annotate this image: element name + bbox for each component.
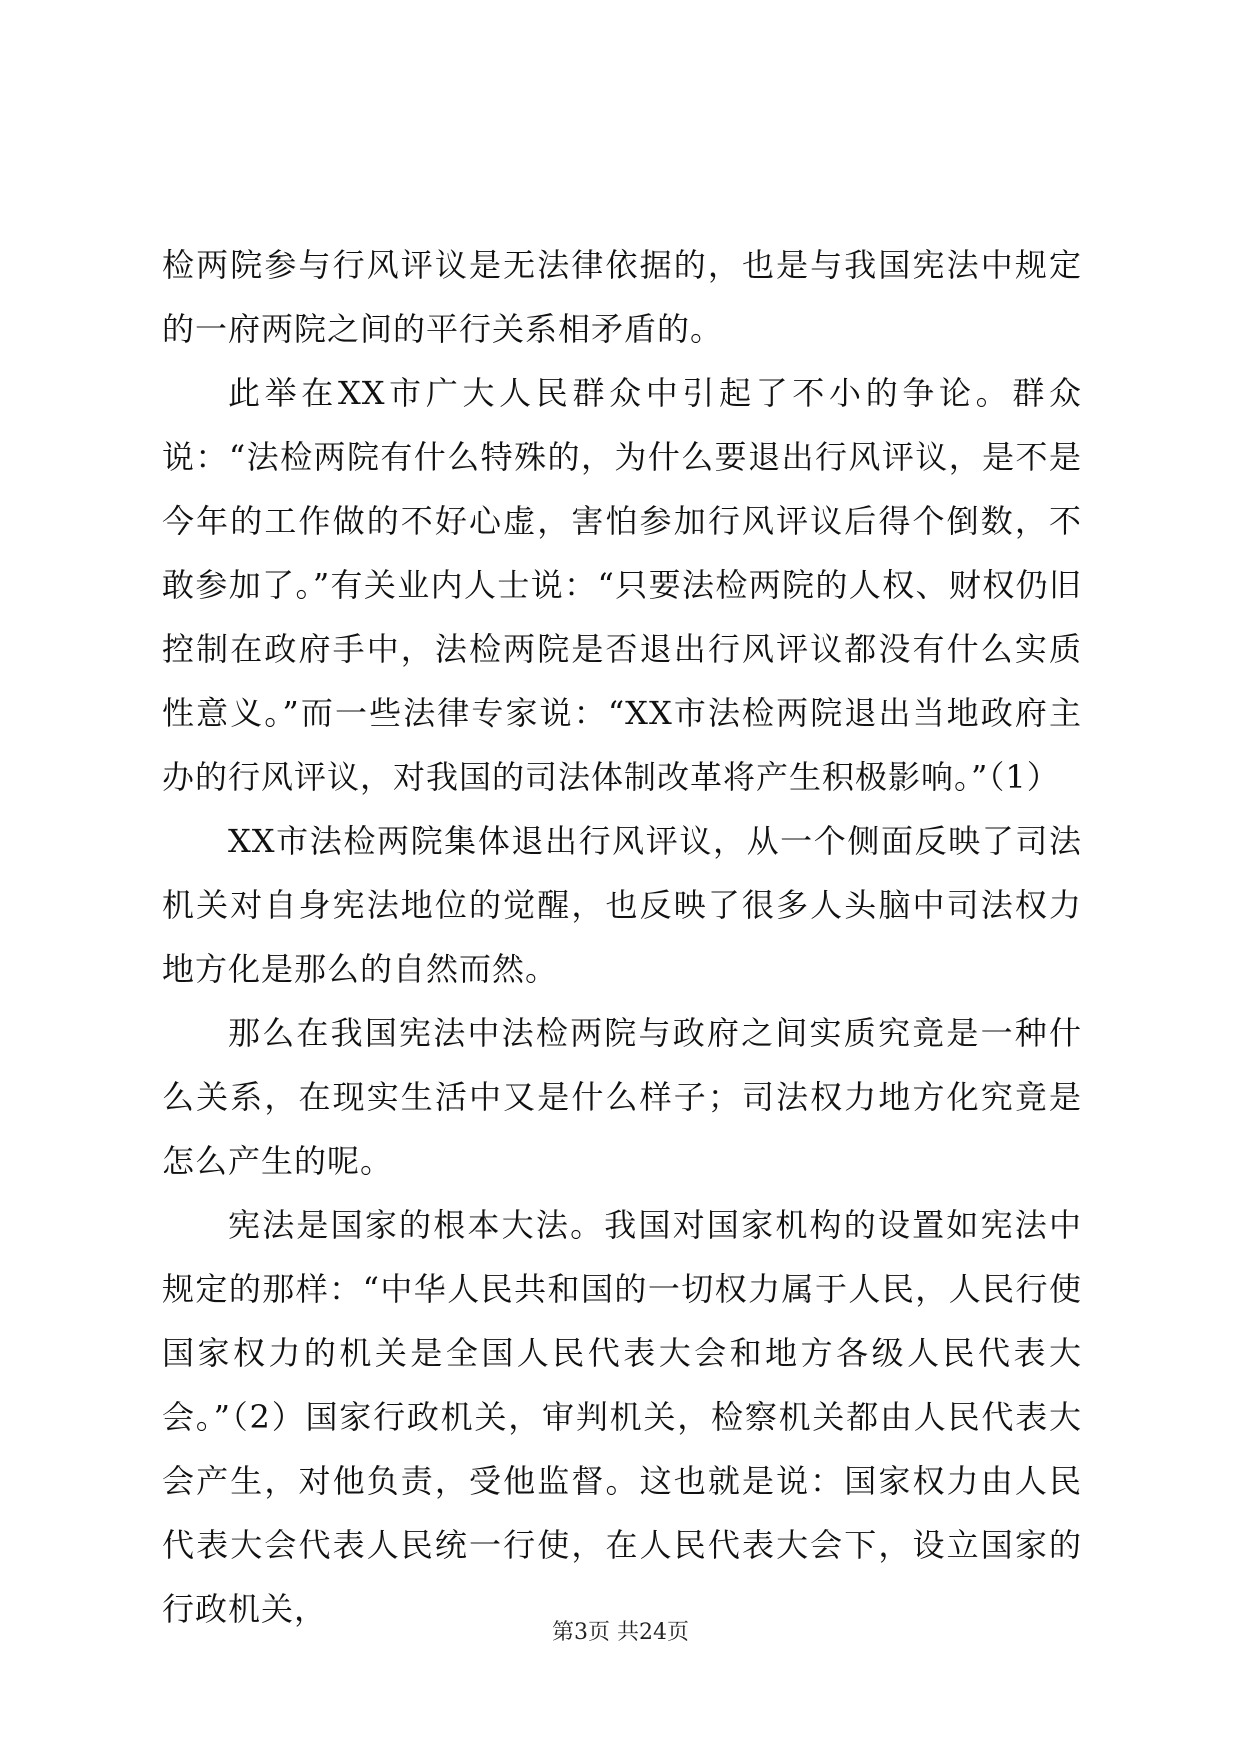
paragraph-continuation: 检两院参与行风评议是无法律依据的，也是与我国宪法中规定的一府两院之间的平行关系相矛盾的。 [162, 246, 1082, 348]
paragraph-constitution: 宪法是国家的根本大法。我国对国家机构的设置如宪法中规定的那样：“中华人民共和国的一切权力属于人民，人民行使国家权力的机关是全国人民代表大会和地方各级人民代表大会。”（2）国家行政机关，审判机关，检察机关都由人民代表大会产生，对他负责，受他监督。这也就是说：国家权力由人民代表大会代表人民统一行使，在人民代表大会下，设立国家的行政机关， [162, 1206, 1082, 1628]
page-number-footer: 第3页 共24页 [552, 1620, 689, 1645]
paragraph-public-debate: 此举在XX市广大人民群众中引起了不小的争论。群众说：“法检两院有什么特殊的，为什么要退出行风评议，是不是今年的工作做的不好心虚，害怕参加行风评议后得个倒数，不敢参加了。”有关业内人士说：“只要法检两院的人权、财权仍旧控制在政府手中，法检两院是否退出行风评议都没有什么实质性意义。”而一些法律专家说：“XX市法检两院退出当地政府主办的行风评议，对我国的司法体制改革将产生积极影响。”（1） [162, 374, 1082, 796]
document-body [162, 233, 1082, 1641]
paragraph-withdrawal: XX市法检两院集体退出行风评议，从一个侧面反映了司法机关对自身宪法地位的觉醒，也反映了很多人头脑中司法权力地方化是那么的自然而然。 [162, 822, 1082, 988]
paragraph-question: 那么在我国宪法中法检两院与政府之间实质究竟是一种什么关系，在现实生活中又是什么样子；司法权力地方化究竟是怎么产生的呢。 [162, 1014, 1082, 1180]
